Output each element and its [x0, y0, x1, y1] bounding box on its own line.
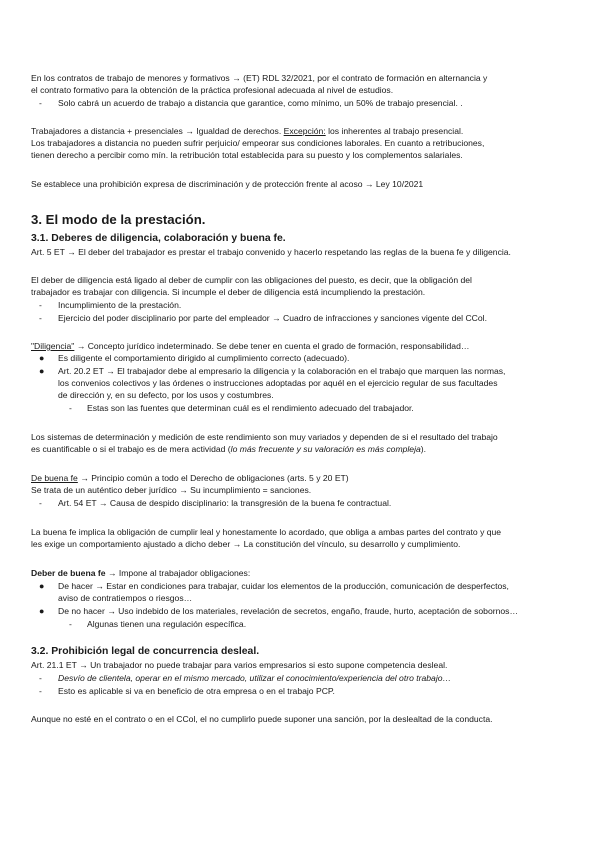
- paragraph-line: Art. 21.1 ET → Un trabajador no puede trabajar para varios empresarios si esto supone competencia desleal.: [31, 660, 448, 670]
- list-item: Art. 54 ET → Causa de despido disciplinario: la transgresión de la buena fe contractual.: [58, 498, 392, 508]
- bullet-marker: ●: [39, 366, 45, 376]
- list-item-continuation: aviso de contratiempos o riesgos…: [58, 593, 193, 603]
- paragraph-line: De buena fe → Principio común a todo el Derecho de obligaciones (arts. 5 y 20 ET): [31, 473, 349, 483]
- dash-marker: -: [39, 673, 42, 683]
- bullet-marker: ●: [39, 581, 45, 591]
- dash-marker: -: [39, 313, 42, 323]
- bullet-marker: ●: [39, 353, 45, 363]
- paragraph-line: Se trata de un auténtico deber jurídico → Su incumplimiento = sanciones.: [31, 485, 312, 495]
- paragraph-line: Art. 5 ET → El deber del trabajador es prestar el trabajo convenido y hacerlo respetando las reglas de la buena fe y diligencia.: [31, 247, 511, 257]
- list-item: Ejercicio del poder disciplinario por parte del empleador → Cuadro de infracciones y sanciones vigente del CCol.: [58, 313, 487, 323]
- section-heading: 3. El modo de la prestación.: [31, 212, 206, 227]
- list-item: De hacer → Estar en condiciones para trabajar, cuidar los elementos de la producción, comunicación de desperfectos,: [58, 581, 509, 591]
- dash-marker: -: [39, 300, 42, 310]
- paragraph-line: es cuantificable o si el trabajo es de mera actividad (lo más frecuente y su valoración es más compleja).: [31, 444, 427, 454]
- underlined-term: De buena fe: [31, 473, 78, 483]
- paragraph-line: Aunque no esté en el contrato o en el CCol, el no cumplirlo puede suponer una sanción, por la deslealtad de la conducta.: [31, 714, 493, 724]
- paragraph-line: trabajador es trabajar con diligencia. Si incumple el deber de diligencia está incumpliendo la prestación.: [31, 287, 426, 297]
- paragraph-line: Deber de buena fe → Impone al trabajador obligaciones:: [31, 568, 251, 578]
- list-item-continuation: los convenios colectivos y las órdenes o instrucciones adoptadas por aquél en el ejercicio regular de sus facultades: [58, 378, 498, 388]
- dash-marker: -: [39, 98, 42, 108]
- underlined-term: "Diligencia": [31, 341, 75, 351]
- paragraph-line: Trabajadores a distancia + presenciales → Igualdad de derechos. Excepción: los inherentes al trabajo presencial.: [31, 126, 464, 136]
- paragraph-line: El deber de diligencia está ligado al deber de cumplir con las obligaciones del puesto, es decir, que la obligación del: [31, 275, 472, 285]
- paragraph-line: "Diligencia" → Concepto jurídico indeterminado. Se debe tener en cuenta el grado de formación, responsabilidad…: [31, 341, 470, 351]
- list-item: Solo cabrá un acuerdo de trabajo a distancia que garantice, como mínimo, un 50% de trabajo presencial. .: [58, 98, 463, 108]
- paragraph-line: La buena fe implica la obligación de cumplir leal y honestamente lo acordado, que obliga a ambas partes del contrato y que: [31, 527, 502, 537]
- paragraph-line: Se establece una prohibición expresa de discriminación y de protección frente al acoso → Ley 10/2021: [31, 179, 424, 189]
- list-item-continuation: de dirección y, en su defecto, por los usos y costumbres.: [58, 390, 274, 400]
- paragraph-line: tienen derecho a percibir como mín. la retribución total establecida para su puesto y los complementos salariales.: [31, 150, 463, 160]
- list-item: Es diligente el comportamiento dirigido al cumplimiento correcto (adecuado).: [58, 353, 350, 363]
- list-item: Incumplimiento de la prestación.: [58, 300, 182, 310]
- dash-marker: -: [69, 403, 72, 413]
- paragraph-line: En los contratos de trabajo de menores y formativos → (ET) RDL 32/2021, por el contrato de formación en alternancia y: [31, 73, 488, 83]
- bullet-marker: ●: [39, 606, 45, 616]
- subsection-heading: 3.1. Deberes de diligencia, colaboración y buena fe.: [31, 233, 286, 244]
- paragraph-line: Los trabajadores a distancia no pueden sufrir perjuicio/ empeorar sus condiciones laborales. En cuanto a retribuciones,: [31, 138, 485, 148]
- bold-term: Deber de buena fe: [31, 568, 106, 578]
- list-item: Desvío de clientela, operar en el mismo mercado, utilizar el conocimiento/experiencia del otro trabajo…: [58, 673, 452, 683]
- italic-note: lo más frecuente y su valoración es más compleja: [230, 444, 421, 454]
- paragraph-line: Los sistemas de determinación y medición de este rendimiento son muy variados y dependen de si el resultado del trabajo: [31, 432, 498, 442]
- list-item: Art. 20.2 ET → El trabajador debe al empresario la diligencia y la colaboración en el trabajo que marquen las normas,: [58, 366, 506, 376]
- underlined-term: Excepción:: [283, 126, 326, 136]
- list-item: De no hacer → Uso indebido de los materiales, revelación de secretos, engaño, fraude, hurto, aceptación de sobornos…: [58, 606, 519, 616]
- sub-list-item: Algunas tienen una regulación específica.: [87, 619, 247, 629]
- paragraph-line: el contrato formativo para la obtención de la práctica profesional adecuada al nivel de estudios.: [31, 85, 394, 95]
- subsection-heading: 3.2. Prohibición legal de concurrencia desleal.: [31, 646, 260, 657]
- dash-marker: -: [39, 498, 42, 508]
- dash-marker: -: [39, 686, 42, 696]
- dash-marker: -: [69, 619, 72, 629]
- sub-list-item: Estas son las fuentes que determinan cuál es el rendimiento adecuado del trabajador.: [87, 403, 414, 413]
- paragraph-line: les exige un comportamiento ajustado a dicho deber → La constitución del vínculo, su desarrollo y cumplimiento.: [31, 539, 461, 549]
- list-item: Esto es aplicable si va en beneficio de otra empresa o en el trabajo PCP.: [58, 686, 335, 696]
